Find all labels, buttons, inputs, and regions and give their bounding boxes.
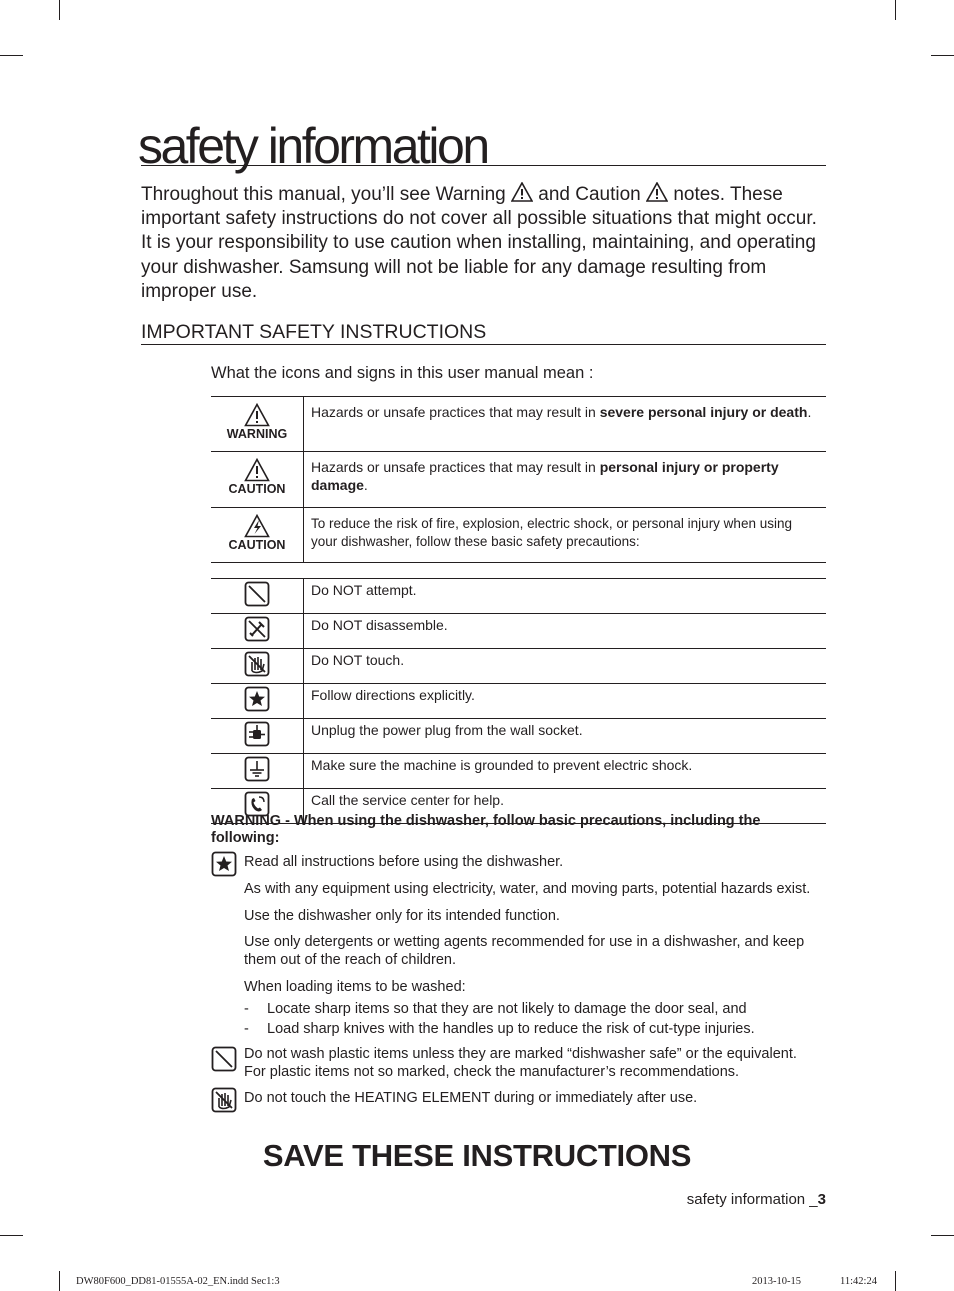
signal-row [211, 452, 826, 508]
crop-mark [0, 1235, 23, 1236]
precaution-item: Do not touch the HEATING ELEMENT during or immediately after use. [244, 1090, 698, 1106]
caution-triangle-icon [244, 458, 270, 482]
symbol-icon-cell [211, 614, 304, 649]
symbol-text: Do NOT touch. [304, 649, 827, 684]
page-title: safety information [138, 118, 488, 174]
precaution-item: Do not wash plastic items unless they are marked “dishwasher safe” or the equivalent. For plastic items not so marked, check the manufacturer’s recommendations. [244, 1046, 797, 1080]
section-heading: IMPORTANT SAFETY INSTRUCTIONS [141, 320, 826, 345]
precaution-item: As with any equipment using electricity, water, and moving parts, potential hazards exist. [244, 881, 811, 897]
intro-text: Throughout this manual, you’ll see Warning [141, 184, 506, 205]
symbol-text: Follow directions explicitly. [304, 684, 827, 719]
signal-icon-cell [211, 508, 304, 563]
lead-text: What the icons and signs in this user manual mean : [211, 364, 594, 382]
signal-icon-cell [211, 452, 304, 508]
do-not-touch-icon [211, 1087, 237, 1113]
precaution-subitem: Locate sharp items so that they are not likely to damage the door seal, and [267, 1001, 747, 1017]
symbol-text: Do NOT attempt. [304, 579, 827, 614]
signal-label: CAUTION [228, 538, 286, 552]
symbol-text: Do NOT disassemble. [304, 614, 827, 649]
signal-text: Hazards or unsafe practices that may result in [311, 459, 600, 475]
symbol-row [211, 684, 826, 719]
unplug-icon [244, 721, 270, 747]
signal-description [304, 452, 827, 508]
dash-bullet: - [244, 1001, 249, 1017]
do-not-disassemble-icon [244, 616, 270, 642]
signal-text: . [807, 404, 812, 420]
symbol-row [211, 754, 826, 789]
title-rule [138, 116, 826, 174]
symbol-text: Unplug the power plug from the wall socket. [304, 719, 827, 754]
intro-paragraph [141, 182, 831, 304]
signal-row [211, 508, 826, 563]
symbol-row [211, 614, 826, 649]
precaution-item: Use the dishwasher only for its intended function. [244, 908, 560, 924]
signal-row [211, 397, 826, 452]
do-not-attempt-icon [211, 1046, 237, 1072]
symbol-table [211, 578, 826, 824]
signal-label: CAUTION [228, 482, 286, 496]
crop-mark [931, 1235, 954, 1236]
precaution-item: When loading items to be washed: [244, 979, 466, 995]
crop-mark [0, 55, 23, 56]
symbol-text: Make sure the machine is grounded to prevent electric shock. [304, 754, 827, 789]
precaution-subitem: Load sharp knives with the handles up to reduce the risk of cut-type injuries. [267, 1021, 755, 1037]
signal-text: Hazards or unsafe practices that may result in [311, 404, 600, 420]
print-time: 11:42:24 [840, 1276, 877, 1287]
crop-mark [895, 1271, 896, 1291]
do-not-touch-icon [244, 651, 270, 677]
warning-heading: WARNING - When using the dishwasher, follow basic precautions, including the following: [211, 813, 761, 846]
warning-triangle-icon [511, 182, 533, 202]
do-not-attempt-icon [244, 581, 270, 607]
signal-text-bold: severe personal injury or death [599, 404, 808, 420]
symbol-icon-cell [211, 754, 304, 789]
footer-section-label: safety information _ [686, 1191, 818, 1208]
crop-mark [931, 55, 954, 56]
electric-shock-triangle-icon [244, 514, 270, 538]
precaution-item: Use only detergents or wetting agents recommended for use in a dishwasher, and keep them out of the reach of children. [244, 934, 805, 968]
symbol-row [211, 719, 826, 754]
symbol-icon-cell [211, 684, 304, 719]
page-number: 3 [817, 1191, 826, 1208]
print-date: 2013-10-15 [752, 1276, 801, 1287]
signal-table [211, 396, 826, 563]
warning-triangle-icon [244, 403, 270, 427]
symbol-icon-cell [211, 579, 304, 614]
intro-text: notes. These important safety instructions do not cover all possible situations that might occur. It is your responsibility to use caution when installing, maintaining, and operating your dishwasher. Samsung will not be liable for any damage resulting from improper use. [141, 184, 817, 302]
signal-description [304, 508, 827, 563]
signal-description [304, 397, 827, 452]
intro-text: and Caution [538, 184, 641, 205]
print-file-info: DW80F600_DD81-01555A-02_EN.indd Sec1:3 [76, 1276, 280, 1287]
follow-directions-icon [244, 686, 270, 712]
follow-directions-icon [211, 851, 237, 877]
page-footer [687, 1190, 826, 1210]
precaution-item: Read all instructions before using the dishwasher. [244, 854, 564, 870]
signal-text: To reduce the risk of fire, explosion, electric shock, or personal injury when using your dishwasher, follow these basic safety precautions: [311, 516, 792, 549]
save-instructions-banner: SAVE THESE INSTRUCTIONS [262, 1138, 692, 1173]
ground-icon [244, 756, 270, 782]
symbol-icon-cell [211, 719, 304, 754]
dash-bullet: - [244, 1021, 249, 1037]
signal-icon-cell [211, 397, 304, 452]
signal-text-bold: personal injury or property damage [311, 459, 779, 493]
symbol-row [211, 649, 826, 684]
crop-mark [59, 1271, 60, 1291]
symbol-row [211, 579, 826, 614]
symbol-icon-cell [211, 649, 304, 684]
signal-label: WARNING [226, 427, 288, 441]
crop-mark [895, 0, 896, 20]
signal-text: . [363, 476, 368, 493]
caution-triangle-icon [646, 182, 668, 202]
crop-mark [59, 0, 60, 20]
symbol-text: Call the service center for help. [304, 789, 827, 824]
